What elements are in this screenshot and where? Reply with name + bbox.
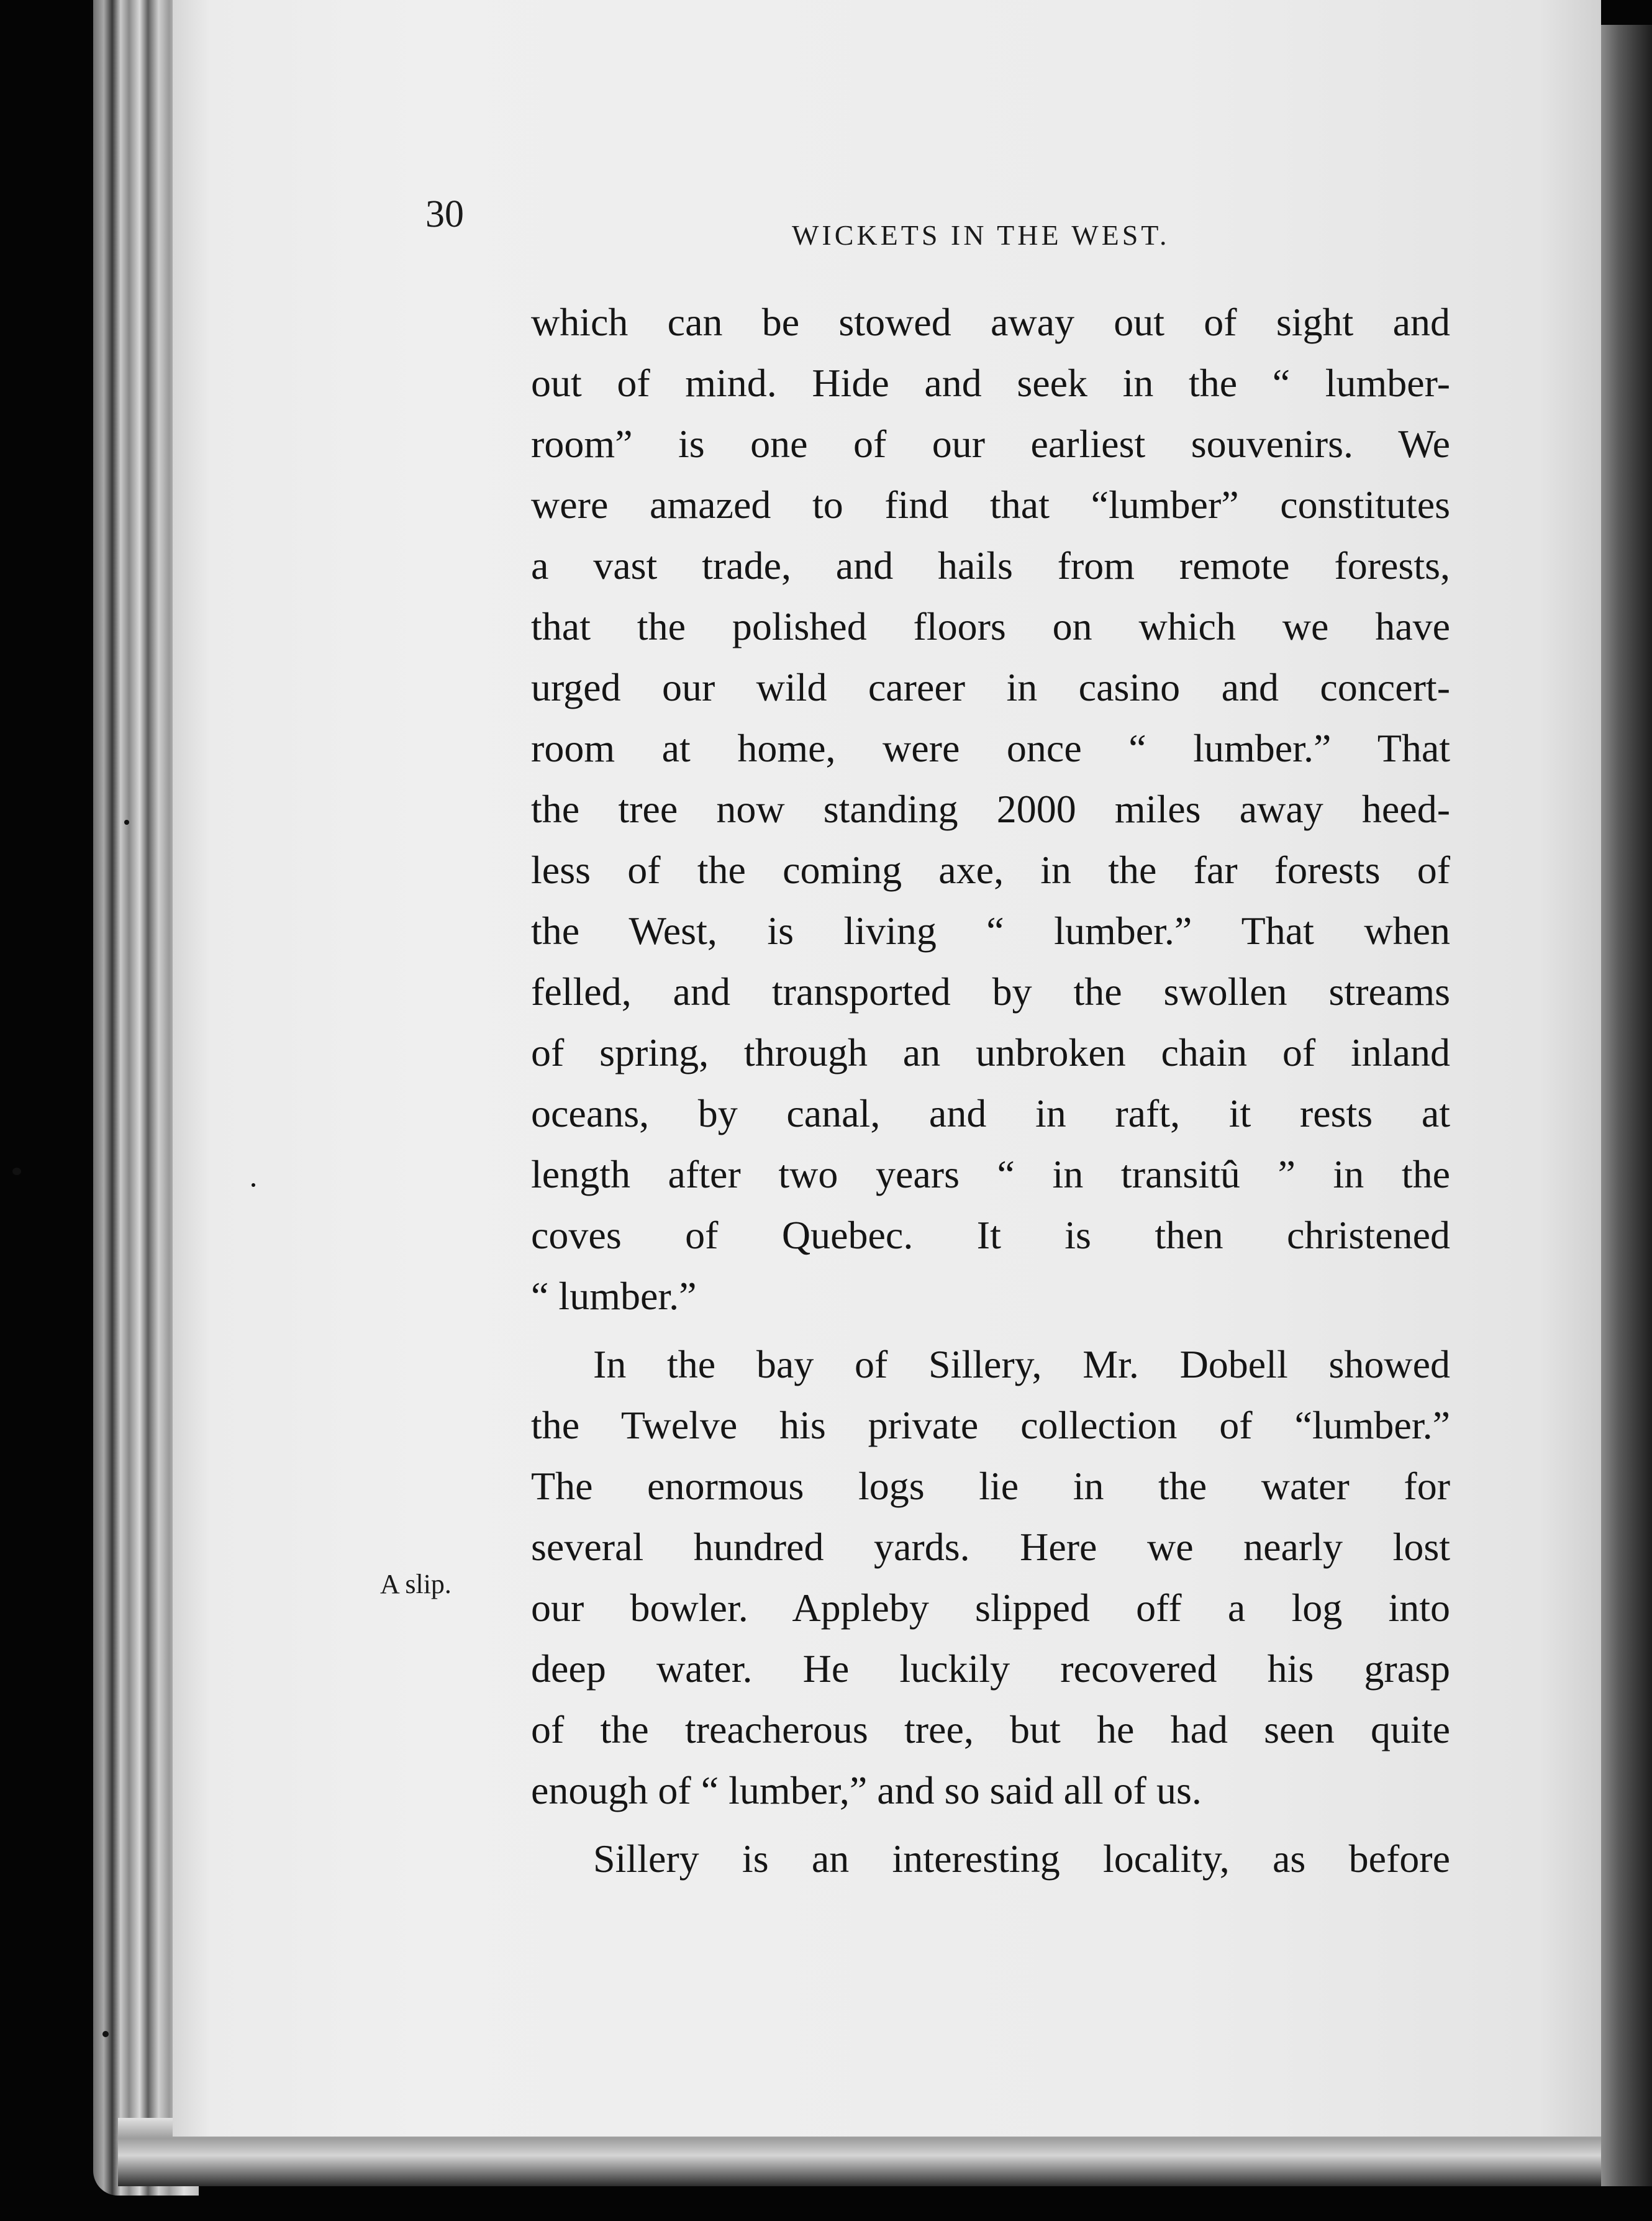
text-line: In the bay of Sillery, Mr. Dobell showed [593, 1342, 1450, 1386]
dust-speck [252, 1183, 255, 1187]
text-line: room at home, were once “ lumber.” That [531, 726, 1450, 770]
dust-speck [102, 2031, 109, 2037]
text-line: oceans, by canal, and in raft, it rests at [531, 1091, 1450, 1135]
running-head: WICKETS IN THE WEST. [792, 219, 1170, 251]
paragraph-gap [531, 1821, 1450, 1828]
text-line: coves of Quebec. It is then christened [531, 1213, 1450, 1257]
text-line: out of mind. Hide and seek in the “ lumber- [531, 361, 1450, 405]
text-line: Sillery is an interesting locality, as before [593, 1837, 1450, 1881]
margin-note: A slip. [380, 1569, 452, 1599]
text-line: the West, is living “ lumber.” That when [531, 909, 1450, 953]
text-line: felled, and transported by the swollen streams [531, 970, 1450, 1014]
page-number: 30 [425, 193, 464, 235]
page-header [0, 186, 1652, 261]
text-line: the Twelve his private collection of “lumber.” [531, 1403, 1450, 1447]
text-line: length after two years “ in transitû ” in the [531, 1152, 1450, 1196]
text-line: of the treacherous tree, but he had seen quite [531, 1707, 1450, 1751]
text-line: that the polished floors on which we have [531, 604, 1450, 648]
text-line: of spring, through an unbroken chain of inland [531, 1030, 1450, 1074]
text-line: The enormous logs lie in the water for [531, 1464, 1450, 1508]
text-line: urged our wild career in casino and concert- [531, 665, 1450, 709]
text-line: room” is one of our earliest souvenirs. We [531, 422, 1450, 466]
dust-speck [124, 820, 129, 825]
text-line: were amazed to find that “lumber” constitutes [531, 483, 1450, 527]
body-text [531, 292, 1450, 1889]
text-line: less of the coming axe, in the far forests of [531, 848, 1450, 892]
text-line: enough of “ lumber,” and so said all of us. [531, 1768, 1202, 1812]
text-line: the tree now standing 2000 miles away heed- [531, 787, 1450, 831]
paragraph-gap [531, 1327, 1450, 1334]
text-line: a vast trade, and hails from remote forests, [531, 543, 1450, 588]
text-line: deep water. He luckily recovered his grasp [531, 1646, 1450, 1691]
text-line: “ lumber.” [531, 1274, 697, 1318]
next-page-gutter [1601, 25, 1652, 2186]
text-line: several hundred yards. Here we nearly lost [531, 1525, 1450, 1569]
text-line: our bowler. Appleby slipped off a log into [531, 1586, 1450, 1630]
text-line: which can be stowed away out of sight and [531, 300, 1450, 344]
dust-speck [12, 1168, 21, 1175]
